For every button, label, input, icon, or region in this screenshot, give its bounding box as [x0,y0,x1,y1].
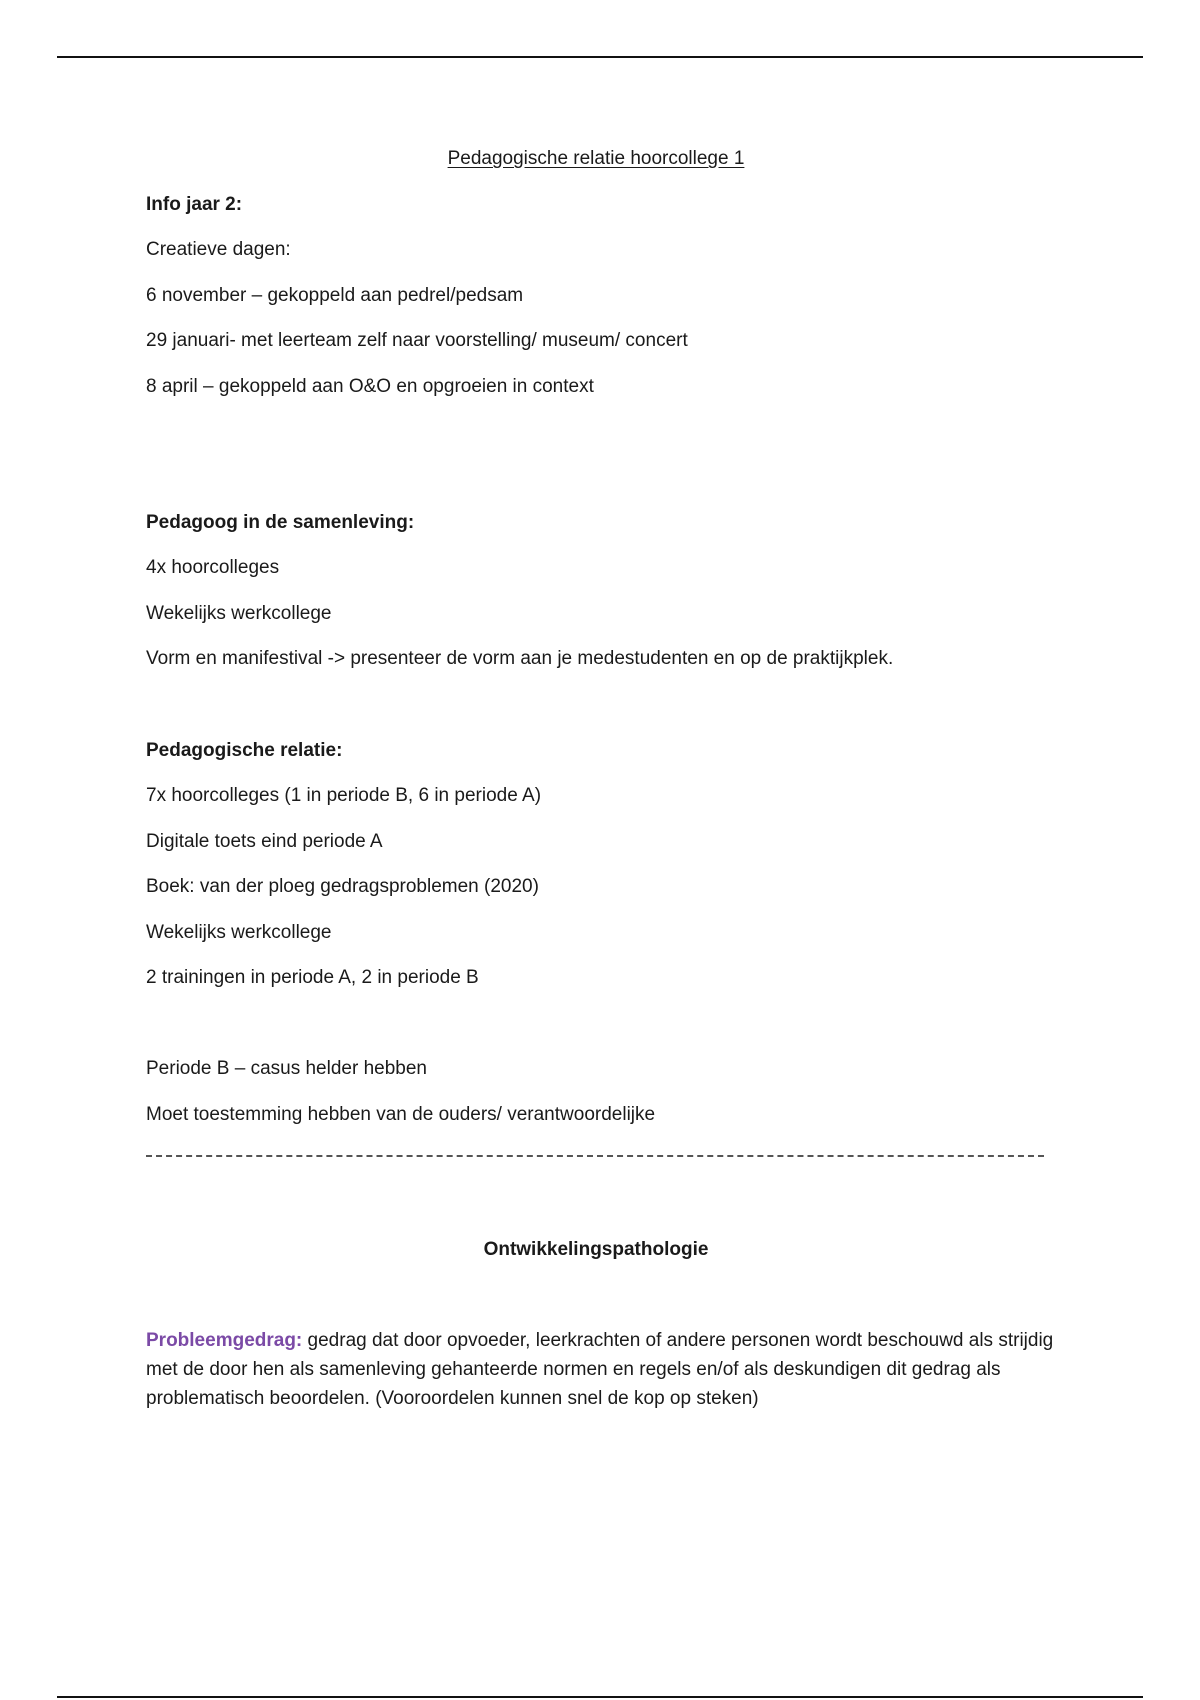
creatieve-dagen-label: Creatieve dagen: [146,239,291,260]
info-heading: Info jaar 2: [146,194,243,215]
note-item: Periode B – casus helder hebben [146,1058,427,1079]
dashed-separator [146,1155,1044,1157]
list-item: 4x hoorcolleges [146,557,280,578]
relatie-heading: Pedagogische relatie: [146,740,343,761]
list-item: Digitale toets eind periode A [146,831,383,852]
note-item: Moet toestemming hebben van de ouders/ verantwoordelijke [146,1104,656,1125]
list-item: Wekelijks werkcollege [146,922,332,943]
list-item: Vorm en manifestival -> presenteer de vorm aan je medestudenten en op de praktijkplek. [146,648,894,669]
definition-paragraph [146,1326,1056,1413]
definition-text: gedrag dat door opvoeder, leerkrachten of andere personen wordt beschouwd als strijdig met de door hen als samenleving gehanteerde normen en regels en/of als deskundigen dit gedrag als problematisch beoordelen. (Vooroordelen kunnen snel de kop op steken) [146,1330,1054,1409]
definition-term: Probleemgedrag: [146,1330,303,1351]
list-item: 29 januari- met leerteam zelf naar voorstelling/ museum/ concert [146,330,688,351]
page-top-rule [57,56,1143,58]
document-title: Pedagogische relatie hoorcollege 1 [447,148,745,169]
list-item: 8 april – gekoppeld aan O&O en opgroeien in context [146,376,594,397]
list-item: Boek: van der ploeg gedragsproblemen (2020) [146,876,539,897]
section-heading: Ontwikkelingspathologie [483,1239,709,1260]
list-item: 2 trainingen in periode A, 2 in periode B [146,967,479,988]
page-bottom-rule [57,1696,1143,1698]
list-item: 6 november – gekoppeld aan pedrel/pedsam [146,285,524,306]
list-item: Wekelijks werkcollege [146,603,332,624]
samenleving-heading: Pedagoog in de samenleving: [146,512,415,533]
list-item: 7x hoorcolleges (1 in periode B, 6 in periode A) [146,785,542,806]
